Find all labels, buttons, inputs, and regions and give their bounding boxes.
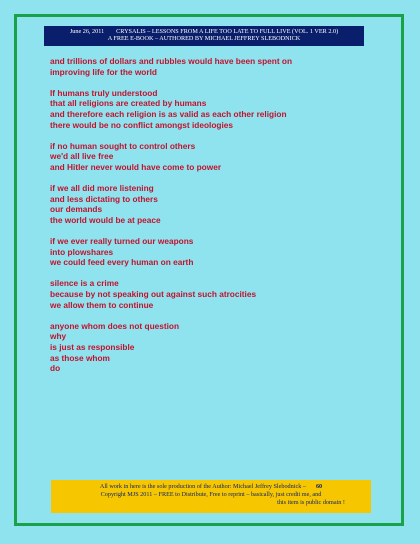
header-date: June 26, 2011 bbox=[69, 28, 105, 35]
poem-line: silence is a crime bbox=[50, 278, 119, 289]
poem-stanza bbox=[50, 183, 380, 225]
poem-line: if we ever really turned our weapons bbox=[50, 236, 194, 247]
footer-line-1 bbox=[57, 483, 365, 491]
poem-line: we allow them to continue bbox=[50, 299, 154, 310]
page-footer bbox=[51, 480, 371, 513]
poem-line: and Hitler never would have come to power bbox=[50, 161, 222, 172]
poem-line: and less dictating to others bbox=[50, 193, 158, 204]
footer-public-domain: this item is public domain ! bbox=[277, 499, 345, 506]
poem-line: our demands bbox=[50, 204, 103, 215]
poem-line: If humans truly understood bbox=[50, 87, 158, 98]
poem-stanza bbox=[50, 236, 380, 268]
poem-line: if we all did more listening bbox=[50, 183, 154, 194]
poem-line: and trillions of dollars and rubbles would have been spent on bbox=[50, 56, 293, 66]
poem-line: because by not speaking out against such atrocities bbox=[50, 289, 257, 300]
poem-line: that all religions are created by humans bbox=[50, 98, 207, 109]
poem-stanza bbox=[50, 56, 380, 77]
poem-line: as those whom bbox=[50, 352, 110, 363]
poem-line: we'd all live free bbox=[50, 151, 114, 162]
footer-copyright: Copyright MJS 2011 – FREE to Distribute, Free to reprint – basically, just credit me, and bbox=[100, 491, 322, 498]
poem-stanza bbox=[50, 278, 380, 310]
poem-line: do bbox=[50, 363, 61, 374]
poem-line: the world would be at peace bbox=[50, 214, 161, 225]
poem-line: is just as responsible bbox=[50, 342, 135, 353]
poem-line: into plowshares bbox=[50, 246, 114, 257]
footer-authorship: All work in here is the sole production of the Author: Michael Jeffrey Slebodnick – bbox=[99, 483, 306, 490]
poem-stanza bbox=[50, 88, 380, 130]
page-header bbox=[44, 26, 364, 46]
page-number: 60 bbox=[315, 483, 323, 490]
poem-line: if no human sought to control others bbox=[50, 140, 196, 151]
poem-line: anyone whom does not question bbox=[50, 320, 180, 331]
poem-stanza bbox=[50, 141, 380, 173]
header-line-1 bbox=[44, 28, 364, 35]
header-subtitle: A FREE E-BOOK – AUTHORED BY MICHAEL JEFFREY SLEBODNICK bbox=[107, 35, 301, 43]
poem-line: we could feed every human on earth bbox=[50, 257, 194, 268]
poem-line: and therefore each religion is as valid as each other religion bbox=[50, 108, 287, 119]
poem-line: there would be no conflict amongst ideologies bbox=[50, 119, 234, 130]
poem-stanza bbox=[50, 321, 380, 374]
header-title: CRYSALIS – LESSONS FROM A LIFE TOO LATE TO FULL LIVE (VOL. 1 VER 2.0) bbox=[116, 28, 339, 35]
poem-line: improving life for the world bbox=[50, 66, 157, 77]
poem-body bbox=[50, 56, 380, 384]
poem-line: why bbox=[50, 331, 67, 342]
